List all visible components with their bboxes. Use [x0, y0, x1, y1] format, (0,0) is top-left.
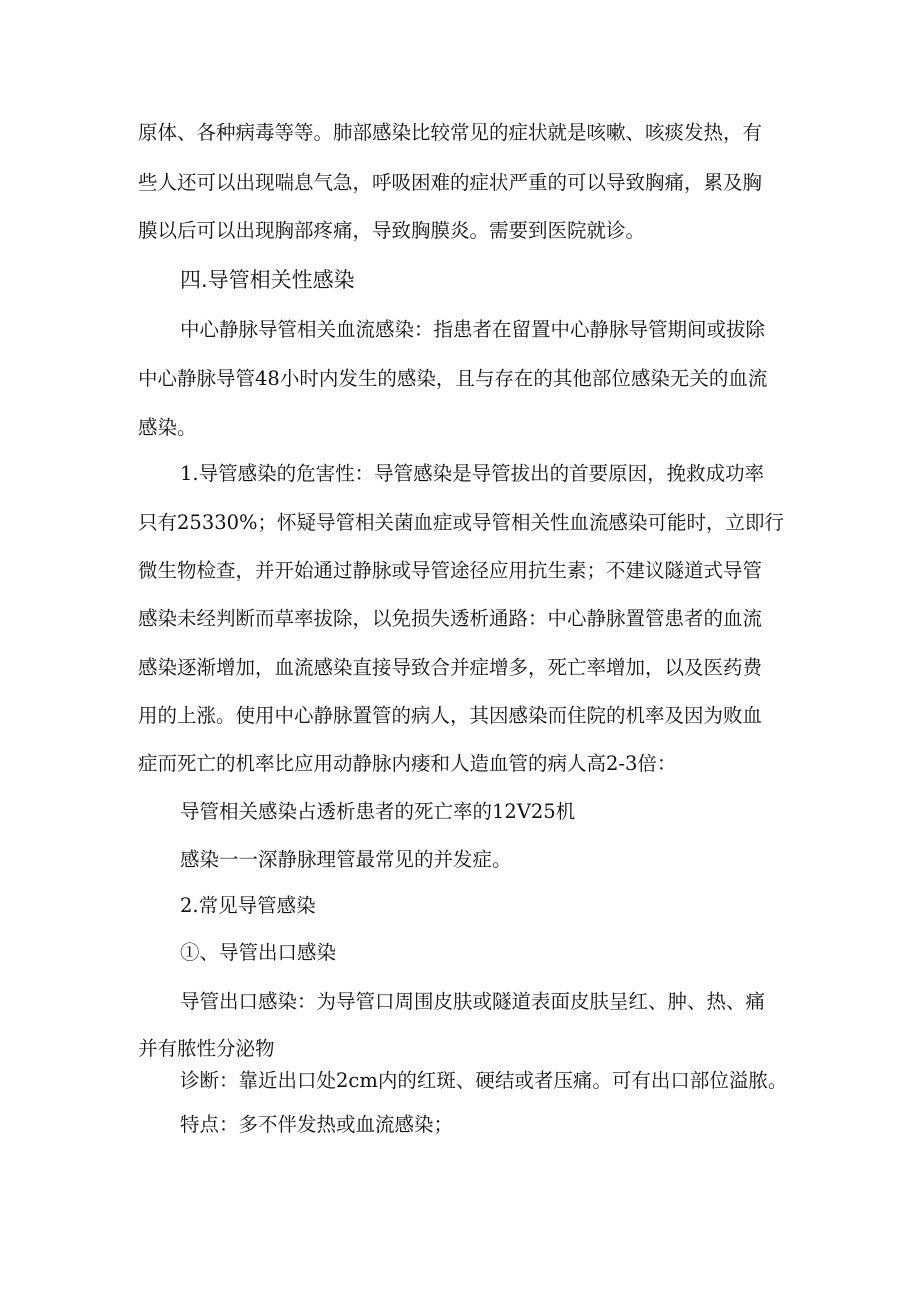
- paragraph-line: 只有25330%；怀疑导管相关菌血症或导管相关性血流感染可能时，立即行: [138, 511, 785, 534]
- paragraph-line: 症而死亡的机率比应用动静脉内瘘和人造血管的病人高2-3倍：: [138, 752, 677, 775]
- paragraph-line: 些人还可以出现喘息气急，呼吸困难的症状严重的可以导致胸痛，累及胸: [138, 171, 763, 194]
- paragraph-line: 1.导管感染的危害性：导管感染是导管拔出的首要原因，挽救成功率: [180, 462, 765, 485]
- subsection-heading: ①、导管出口感染: [180, 941, 337, 964]
- section-heading: 四.导管相关性感染: [180, 268, 355, 292]
- paragraph-line: 感染。: [138, 416, 197, 439]
- paragraph-line: 感染未经判断而草率拔除，以免损失透析通路：中心静脉置管患者的血流: [138, 607, 763, 630]
- paragraph-line: 中心静脉导管相关血流感染：指患者在留置中心静脉导管期间或拔除: [180, 318, 766, 341]
- paragraph-line: 特点：多不伴发热或血流感染；: [180, 1113, 454, 1136]
- paragraph-line: 导管出口感染：为导管口周围皮肤或隧道表面皮肤呈红、肿、热、痛: [180, 990, 766, 1013]
- paragraph-line: 并有脓性分泌物: [138, 1037, 275, 1060]
- paragraph-line: 微生物检查，并开始通过静脉或导管途径应用抗生素；不建议隧道式导管: [138, 559, 763, 582]
- subsection-heading: 2.常见导管感染: [180, 894, 316, 917]
- paragraph-line: 诊断：靠近出口处2cm内的红斑、硬结或者压痛。可有出口部位溢脓。: [180, 1069, 788, 1092]
- paragraph-line: 导管相关感染占透析患者的死亡率的12V25机: [180, 800, 576, 823]
- paragraph-line: 感染逐渐增加，血流感染直接导致合并症增多，死亡率增加，以及医药费: [138, 656, 763, 679]
- paragraph-line: 原体、各种病毒等等。肺部感染比较常见的症状就是咳嗽、咳痰发热，有: [138, 121, 763, 144]
- paragraph-line: 膜以后可以出现胸部疼痛，导致胸膜炎。需要到医院就诊。: [138, 219, 646, 242]
- paragraph-line: 感染一一深静脉理管最常见的并发症。: [180, 848, 512, 871]
- paragraph-line: 中心静脉导管48小时内发生的感染，且与存在的其他部位感染无关的血流: [138, 367, 768, 390]
- paragraph-line: 用的上涨。使用中心静脉置管的病人，其因感染而住院的机率及因为败血: [138, 704, 763, 727]
